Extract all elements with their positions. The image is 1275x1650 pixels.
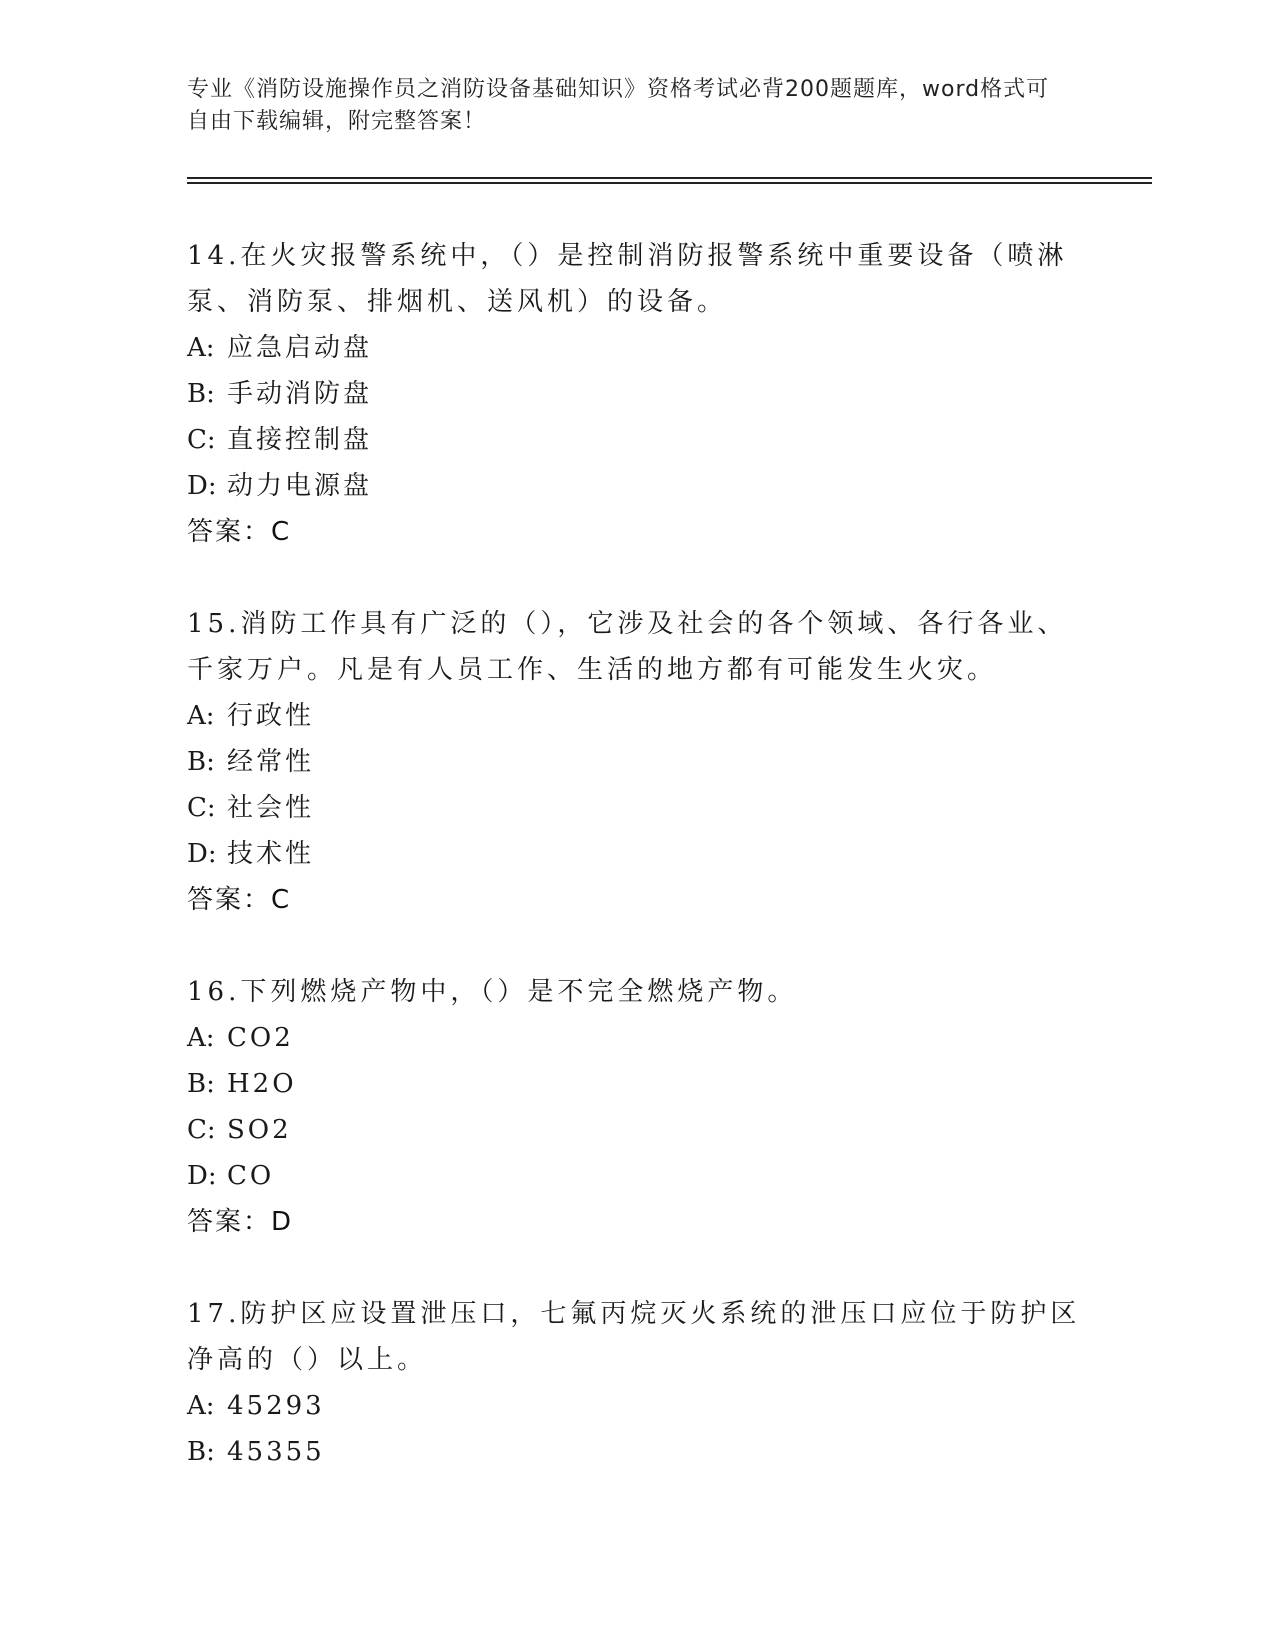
option-label: A: [187,701,215,731]
option-label: B: [187,379,215,409]
option-label: B: [187,747,215,777]
option-text: 应急启动盘 [227,333,373,363]
option-text: CO2 [227,1023,294,1053]
option-c [187,417,1087,463]
option-label: C: [187,425,216,455]
answer-line: 答案：C [187,885,292,915]
option-d [187,463,1087,509]
answer-line: 答案：D [187,1207,294,1237]
option-text: 社会性 [227,793,315,823]
header-divider-bottom [187,182,1152,184]
option-b [187,739,1087,785]
question-stem: 14.在火灾报警系统中，（）是控制消防报警系统中重要设备（喷淋泵、消防泵、排烟机、送风机）的设备。 [187,241,1068,317]
question-stem: 17.防护区应设置泄压口，七氟丙烷灭火系统的泄压口应位于防护区净高的（）以上。 [187,1299,1081,1375]
option-text: CO [227,1161,275,1191]
question-stem: 15.消防工作具有广泛的（），它涉及社会的各个领域、各行各业、千家万户。凡是有人员工作、生活的地方都有可能发生火灾。 [187,609,1068,685]
option-d [187,831,1087,877]
option-label: C: [187,793,216,823]
question-item [187,233,1087,555]
option-text: 手动消防盘 [227,379,373,409]
option-b [187,1061,1087,1107]
option-label: D: [187,1161,217,1191]
document-header: 专业《消防设施操作员之消防设备基础知识》资格考试必背200题题库，word格式可自由下载编辑，附完整答案！ [187,77,1050,134]
option-c [187,1107,1087,1153]
option-label: C: [187,1115,216,1145]
answer-line: 答案：C [187,517,292,547]
option-text: SO2 [227,1115,292,1145]
option-b [187,1429,1087,1475]
header-divider-top [187,177,1152,179]
option-label: A: [187,333,215,363]
option-label: A: [187,1023,215,1053]
option-a [187,325,1087,371]
question-item [187,601,1087,923]
option-a [187,1015,1087,1061]
option-c [187,785,1087,831]
option-text: 动力电源盘 [227,471,373,501]
option-text: H2O [227,1069,297,1099]
option-label: B: [187,1437,215,1467]
option-b [187,371,1087,417]
option-text: 行政性 [227,701,315,731]
option-a [187,1383,1087,1429]
question-stem: 16.下列燃烧产物中，（）是不完全燃烧产物。 [187,977,798,1007]
option-text: 经常性 [227,747,315,777]
option-text: 45293 [227,1391,325,1421]
question-list [187,233,1087,1521]
question-item [187,969,1087,1245]
option-label: D: [187,471,217,501]
option-label: B: [187,1069,215,1099]
option-d [187,1153,1087,1199]
question-item [187,1291,1087,1475]
option-label: D: [187,839,217,869]
option-label: A: [187,1391,215,1421]
option-text: 45355 [227,1437,325,1467]
option-text: 直接控制盘 [227,425,373,455]
option-text: 技术性 [227,839,315,869]
option-a [187,693,1087,739]
